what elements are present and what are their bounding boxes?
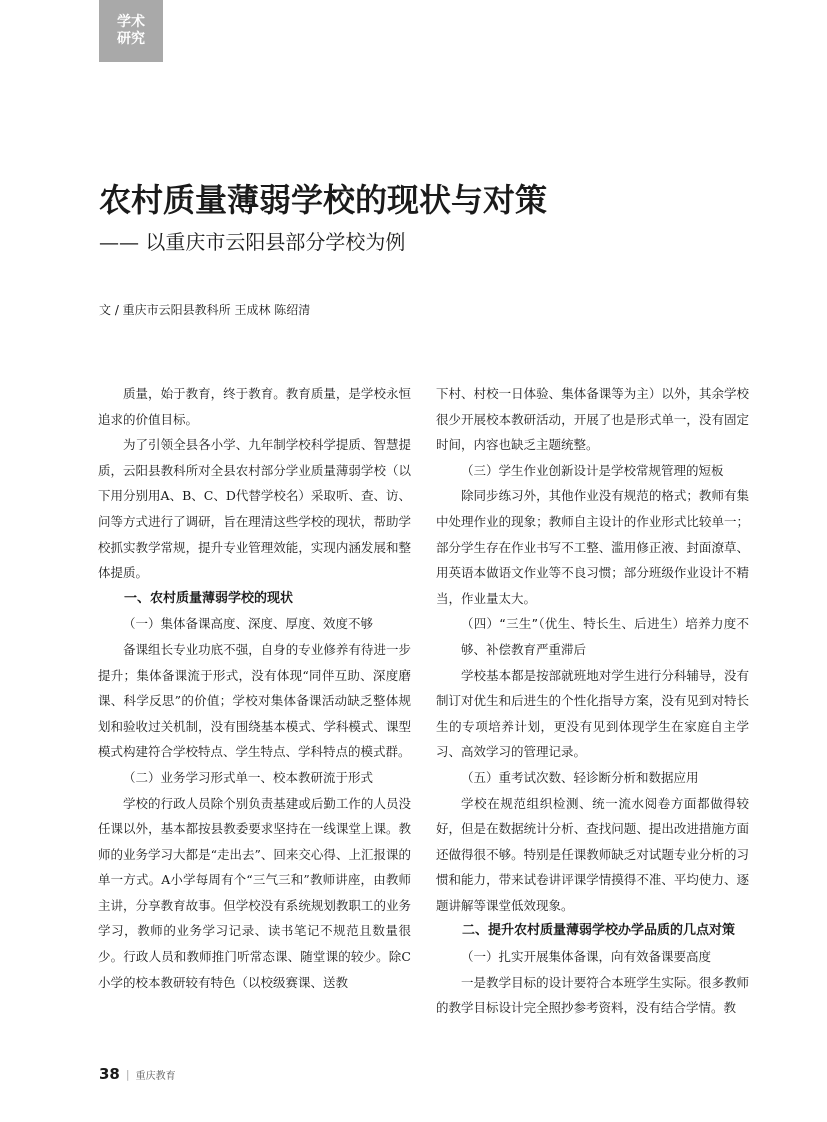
article-title: 农村质量薄弱学校的现状与对策	[99, 181, 548, 219]
subsection-heading: （一）集体备课高度、深度、厚度、效度不够	[123, 616, 374, 632]
section-heading: 二、提升农村质量薄弱学校办学品质的几点对策	[462, 923, 736, 939]
subsection-heading: （二）业务学习形式单一、校本教研流于形式	[123, 769, 374, 785]
body-paragraph: 备课组长专业功底不强，自身的专业修养有待进一步提升；集体备课流于形式，没有体现“同伴互助、深度磨课、科学反思”的价值；学校对集体备课活动缺乏整体规划和验收过关机制，没有围绕基本模式、学科模式、课型模式构建符合学校特点、学生特点、学科特点的模式群。	[98, 641, 411, 760]
author-byline: 文 / 重庆市云阳县教科所 王成林 陈绍清	[99, 303, 311, 317]
body-paragraph: 为了引领全县各小学、九年制学校科学提质、智慧提质，云阳县教科所对全县农村部分学业质量薄弱学校（以下用分别用A、B、C、D代替学校名）采取听、查、访、问等方式进行了调研，旨在理清这些学校的现状，帮助学校抓实教学常规，提升专业管理效能，实现内涵发展和整体提质。	[98, 437, 411, 581]
body-paragraph: 除同步练习外，其他作业没有规范的格式；教师有集中处理作业的现象；教师自主设计的作业形式比较单一；部分学生存在作业书写不工整、滥用修正液、封面潦草、用英语本做语文作业等不良习惯；部分班级作业设计不精当，作业量太大。	[436, 488, 749, 606]
section-tag-line1: 学术	[117, 14, 145, 30]
body-paragraph: 学校在规范组织检测、统一流水阅卷方面都做得较好，但是在数据统计分析、查找问题、提出改进措施方面还做得很不够。特别是任课教师缺乏对试题专业分析的习惯和能力，带来试卷讲评课学情摸得不准、平均使力、逐题讲解等课堂低效现象。	[436, 795, 749, 913]
body-paragraph: 学校基本都是按部就班地对学生进行分科辅导，没有制订对优生和后进生的个性化指导方案，没有见到对特长生的专项培养计划，更没有见到体现学生在家庭自主学习、高效学习的管理记录。	[436, 667, 749, 760]
subsection-heading: （五）重考试次数、轻诊断分析和数据应用	[461, 769, 699, 785]
subsection-heading: （三）学生作业创新设计是学校常规管理的短板	[461, 462, 724, 478]
section-tag	[99, 0, 163, 62]
page-number: 38	[99, 1065, 120, 1083]
subsection-heading: （四）“三生”（优生、特长生、后进生）培养力度不够、补偿教育严重滞后	[461, 616, 749, 657]
body-paragraph: 学校的行政人员除个别负责基建或后勤工作的人员没任课以外，基本都按县教委要求坚持在一线课堂上课。教师的业务学习大都是“走出去”、回来交心得、上汇报课的单一方式。A小学每周有个“三气三和”教师讲座，由教师主讲，分享教育故事。但学校没有系统规划教职工的业务学习，教师的业务学习记录、读书笔记不规范且数量很少。行政人员和教师推门听常态课、随堂课的较少。除C小学的校本教研较有特色（以校级赛课、送教	[98, 795, 411, 990]
body-paragraph: 质量，始于教育，终于教育。教育质量，是学校永恒追求的价值目标。	[98, 386, 411, 427]
body-paragraph: 下村、村校一日体验、集体备课等为主）以外，其余学校很少开展校本教研活动，开展了也是形式单一，没有固定时间，内容也缺乏主题统整。	[436, 386, 749, 453]
subsection-heading: （一）扎实开展集体备课，向有效备课要高度	[461, 949, 712, 965]
right-column	[436, 381, 749, 1021]
page-footer	[99, 1063, 176, 1085]
section-heading: 一、农村质量薄弱学校的现状	[124, 590, 294, 606]
body-paragraph: 一是教学目标的设计要符合本班学生实际。很多教师的教学目标设计完全照抄参考资料，没有结合学情。教	[436, 974, 749, 1016]
footer-separator: |	[125, 1067, 130, 1081]
left-column	[98, 381, 411, 1021]
article-subtitle: —— 以重庆市云阳县部分学校为例	[99, 230, 406, 254]
section-tag-line2: 研究	[117, 31, 145, 47]
journal-name: 重庆教育	[135, 1070, 176, 1082]
